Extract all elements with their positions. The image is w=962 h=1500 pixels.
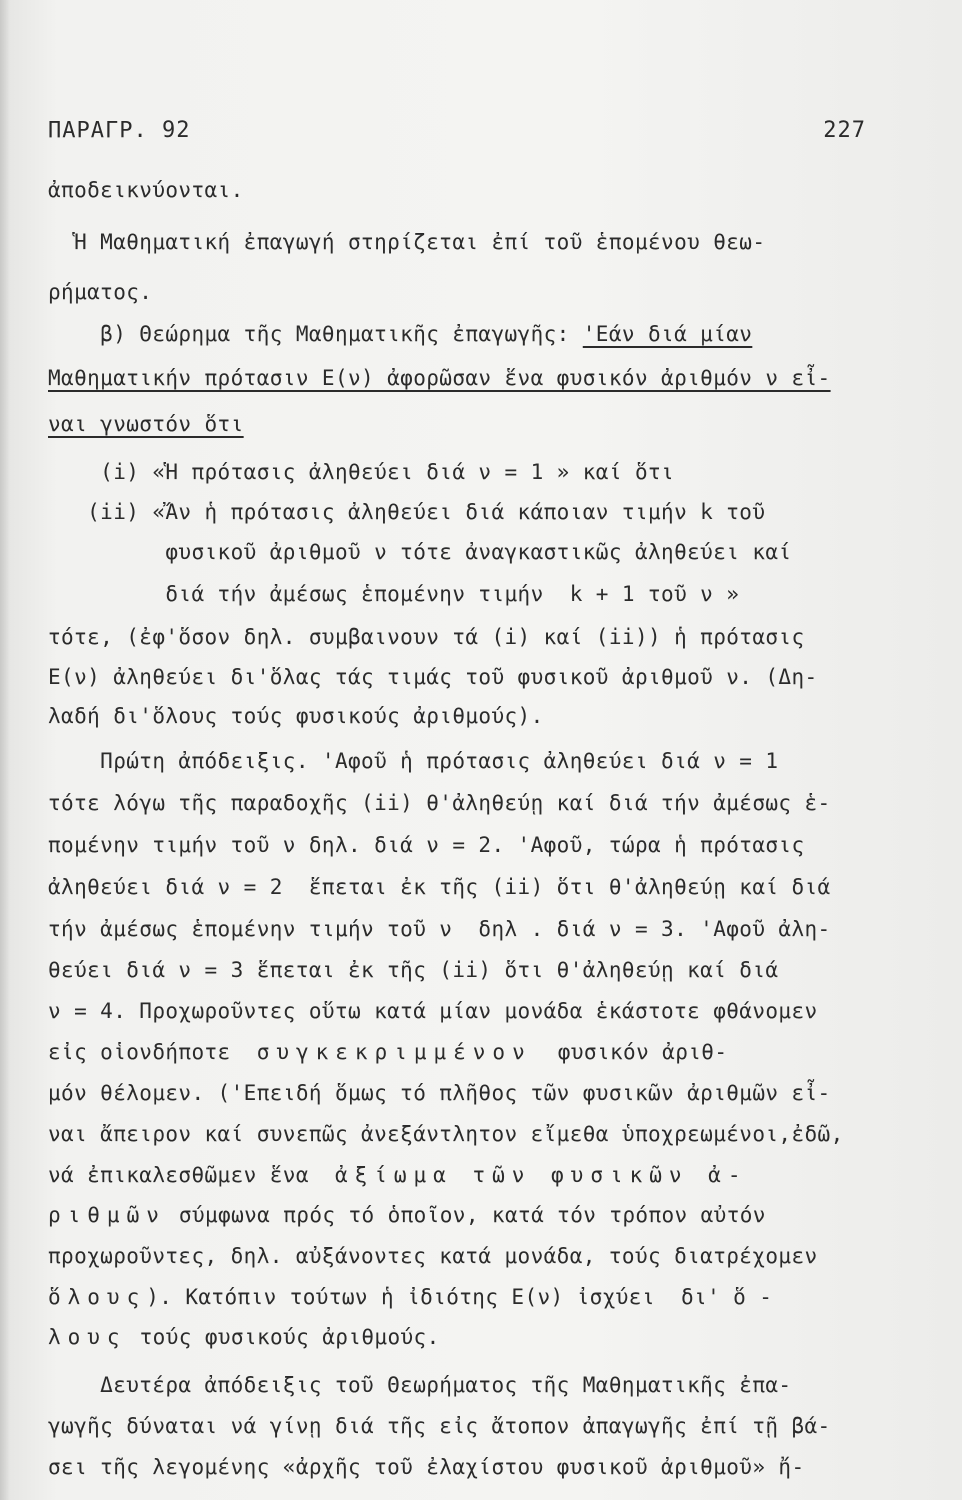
text-line xyxy=(48,460,674,484)
line-text: ναι ἄπειρον καί συνεπῶς ἀνεξάντλητον εἴμεθα ὑποχρεωμένοι,ἐδῶ, xyxy=(48,1122,844,1146)
line-text: Ἡ Μαθηματική ἐπαγωγή στηρίζεται ἐπί τοῦ ἑπομένου θεω- xyxy=(48,230,766,254)
text-line xyxy=(48,322,752,346)
line-spaced-text: συγκεκριμμένον xyxy=(256,1040,532,1064)
text-line xyxy=(48,875,831,899)
line-text: ρήματος. xyxy=(48,280,153,304)
text-line xyxy=(48,582,739,606)
text-line xyxy=(48,540,791,564)
line-spaced-text: ἀξίωμα τῶν φυσικῶν ἀ- xyxy=(334,1163,748,1187)
line-text: Μαθηματικήν πρότασιν Ε(ν) ἀφορῶσαν ἕνα φυσικόν ἀριθμόν ν εἶ- xyxy=(48,366,831,390)
line-text: τήν ἀμέσως ἑπομένην τιμήν τοῦ ν δηλ . διά ν = 3. 'Αφοῦ ἀλη- xyxy=(48,917,831,941)
line-spaced-text: λους xyxy=(48,1325,127,1349)
line-text: νά ἐπικαλεσθῶμεν ἕνα xyxy=(48,1163,335,1187)
line-text: σει τῆς λεγομένης «ἀρχῆς τοῦ ἐλαχίστου φυσικοῦ ἀριθμοῦ» ἤ- xyxy=(48,1455,805,1479)
line-text: ναι γνωστόν ὅτι xyxy=(48,412,244,436)
line-text: Ε(ν) ἀληθεύει δι'ὅλας τάς τιμάς τοῦ φυσικοῦ ἀριθμοῦ ν. (Δη- xyxy=(48,665,818,689)
page-number: 227 xyxy=(823,118,866,143)
text-line xyxy=(48,833,805,857)
text-line xyxy=(48,412,244,436)
line-text-continued: τούς φυσικούς ἀριθμούς. xyxy=(126,1325,440,1349)
text-line xyxy=(48,958,778,982)
line-text: ν = 4. Προχωροῦντες οὕτω κατά μίαν μονάδα ἑκάστοτε φθάνομεν xyxy=(48,999,818,1023)
line-text: εἰς οἱονδήποτε xyxy=(48,1040,257,1064)
text-line xyxy=(48,1414,831,1438)
line-text: (ii) «Ἄν ἡ πρότασις ἀληθεύει διά κάποιαν τιμήν k τοῦ xyxy=(48,500,766,524)
line-spaced-text: ὅλους xyxy=(48,1285,147,1309)
line-text: προχωροῦντες, δηλ. αὐξάνοντες κατά μονάδα, τούς διατρέχομεν xyxy=(48,1244,818,1268)
text-line xyxy=(48,280,152,304)
line-text: ἀποδεικνύονται. xyxy=(48,178,244,202)
text-line xyxy=(48,999,818,1023)
text-line xyxy=(48,917,831,941)
text-line xyxy=(48,749,778,773)
text-line xyxy=(48,1244,818,1268)
line-text: μόν θέλομεν. ('Επειδή ὅμως τό πλῆθος τῶν φυσικῶν ἀριθμῶν εἶ- xyxy=(48,1081,831,1105)
text-line xyxy=(48,1081,831,1105)
text-line xyxy=(48,704,544,728)
text-line xyxy=(48,1203,766,1227)
text-line xyxy=(48,665,818,689)
line-underlined-text: 'Εάν διά μίαν xyxy=(582,322,753,346)
line-text: φυσικοῦ ἀριθμοῦ ν τότε ἀναγκαστικῶς ἀληθεύει καί xyxy=(48,540,792,564)
text-line xyxy=(48,1163,747,1187)
text-line xyxy=(48,1373,791,1397)
line-text: θεύει διά ν = 3 ἕπεται ἐκ τῆς (ii) ὅτι θ'ἀληθεύῃ καί διά xyxy=(48,958,779,982)
line-text: λαδή δι'ὅλους τούς φυσικούς ἀριθμούς). xyxy=(48,704,544,728)
line-text: πομένην τιμήν τοῦ ν δηλ. διά ν = 2. 'Αφοῦ, τώρα ἡ πρότασις xyxy=(48,833,805,857)
line-text: τότε, (ἐφ'ὅσον δηλ. συμβαινουν τά (i) καί (ii)) ἡ πρότασις xyxy=(48,625,805,649)
line-text-continued: φυσικόν ἀριθ- xyxy=(531,1040,728,1064)
text-line xyxy=(48,1325,440,1349)
line-text: διά τήν ἀμέσως ἑπομένην τιμήν k + 1 τοῦ ν » xyxy=(48,582,740,606)
section-header: ΠΑΡΑΓΡ. 92 xyxy=(48,118,191,143)
line-text: Δευτέρα ἀπόδειξις τοῦ Θεωρήματος τῆς Μαθηματικῆς ἐπα- xyxy=(48,1373,792,1397)
scan-shadow xyxy=(0,0,10,1500)
text-line xyxy=(48,625,805,649)
text-line xyxy=(48,1122,844,1146)
line-text: γωγῆς δύναται νά γίνῃ διά τῆς εἰς ἄτοπον ἀπαγωγῆς ἐπί τῇ βά- xyxy=(48,1414,831,1438)
line-text: Πρώτη ἀπόδειξις. 'Αφοῦ ἡ πρότασις ἀληθεύει διά ν = 1 xyxy=(48,749,779,773)
text-line xyxy=(48,1040,727,1064)
line-text: (i) «Ἡ πρότασις ἀληθεύει διά ν = 1 » καί ὅτι xyxy=(48,460,675,484)
line-text-continued: σύμφωνα πρός τό ὁποῖον, κατά τόν τρόπον αὐτόν xyxy=(165,1203,766,1227)
line-spaced-text: ριθμῶν xyxy=(48,1203,166,1227)
line-text-continued: ). Κατόπιν τούτων ἡ ἰδιότης Ε(ν) ἰσχύει δι' ὅ - xyxy=(146,1285,773,1309)
line-text: τότε λόγω τῆς παραδοχῆς (ii) θ'ἀληθεύῃ καί διά τήν ἀμέσως ἑ- xyxy=(48,791,831,815)
line-text: ἀληθεύει διά ν = 2 ἕπεται ἐκ τῆς (ii) ὅτι θ'ἀληθεύῃ καί διά xyxy=(48,875,831,899)
text-line xyxy=(48,230,765,254)
text-line xyxy=(48,500,765,524)
line-text: β) Θεώρημα τῆς Μαθηματικῆς ἐπαγωγῆς: xyxy=(48,322,583,346)
text-line xyxy=(48,1285,772,1309)
text-line xyxy=(48,178,244,202)
text-line xyxy=(48,791,831,815)
text-line xyxy=(48,1455,805,1479)
text-line xyxy=(48,366,831,390)
